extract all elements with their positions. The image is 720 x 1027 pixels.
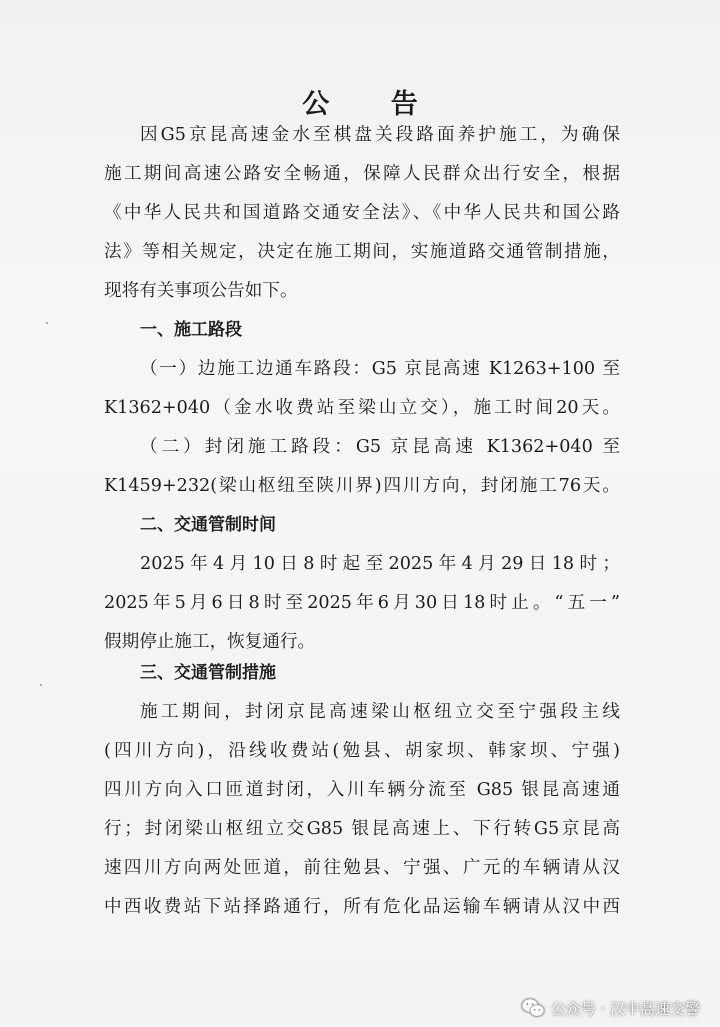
section2-line3: 假期停止施工，恢复通行。: [104, 632, 316, 652]
intro-line-4: 法》等相关规定，决定在施工期间，实施道路交通管制措施，: [104, 242, 620, 262]
section1-item1-line1: （一）边施工边通车路段：G5 京昆高速 K1263+100 至: [140, 359, 620, 379]
intro-line-1: 因G5京昆高速金水至棋盘关段路面养护施工，为确保: [140, 125, 620, 145]
page-title: 公 告: [302, 89, 444, 120]
intro-line-3: 《中华人民共和国道路交通安全法》、《中华人民共和国公路: [104, 203, 620, 223]
wechat-watermark: [521, 997, 700, 1019]
section1-item1-line2: K1362+040（金水收费站至梁山立交），施工时间20天。: [104, 398, 620, 418]
section3-line3: 四川方向入口匝道封闭，入川车辆分流至 G85 银昆高速通: [104, 780, 620, 800]
section-heading-measures: 三、交通管制措施: [140, 663, 276, 683]
section2-line2: 2025年5月6日8时至2025年6月30日18时止。“五一”: [104, 593, 620, 613]
section2-line1: 2025年4月10日8时起至2025年4月29日18时；: [140, 554, 620, 574]
section-heading-time: 二、交通管制时间: [140, 515, 276, 535]
scan-speck: [46, 322, 48, 324]
intro-line-5: 现将有关事项公告如下。: [104, 281, 298, 301]
section3-line1: 施工期间，封闭京昆高速梁山枢纽立交至宁强段主线: [140, 702, 620, 722]
watermark-text: 公众号 · 汉中高速交警: [550, 999, 700, 1018]
section3-line2: (四川方向)，沿线收费站(勉县、胡家坝、韩家坝、宁强): [104, 741, 620, 761]
intro-line-2: 施工期间高速公路安全畅通，保障人民群众出行安全，根据: [104, 164, 620, 184]
wechat-icon: [521, 997, 545, 1019]
section1-item2-line1: （二）封闭施工路段：G5 京昆高速 K1362+040 至: [140, 437, 620, 457]
scan-speck: [40, 684, 42, 686]
section3-line4: 行；封闭梁山枢纽立交G85 银昆高速上、下行转G5京昆高: [104, 819, 620, 839]
section3-line6: 中西收费站下站择路通行，所有危化品运输车辆请从汉中西: [104, 897, 620, 917]
section1-item2-line2: K1459+232(梁山枢纽至陕川界)四川方向，封闭施工76天。: [104, 476, 620, 496]
section-heading-construction: 一、施工路段: [140, 320, 242, 340]
section3-line5: 速四川方向两处匝道，前往勉县、宁强、广元的车辆请从汉: [104, 858, 620, 878]
